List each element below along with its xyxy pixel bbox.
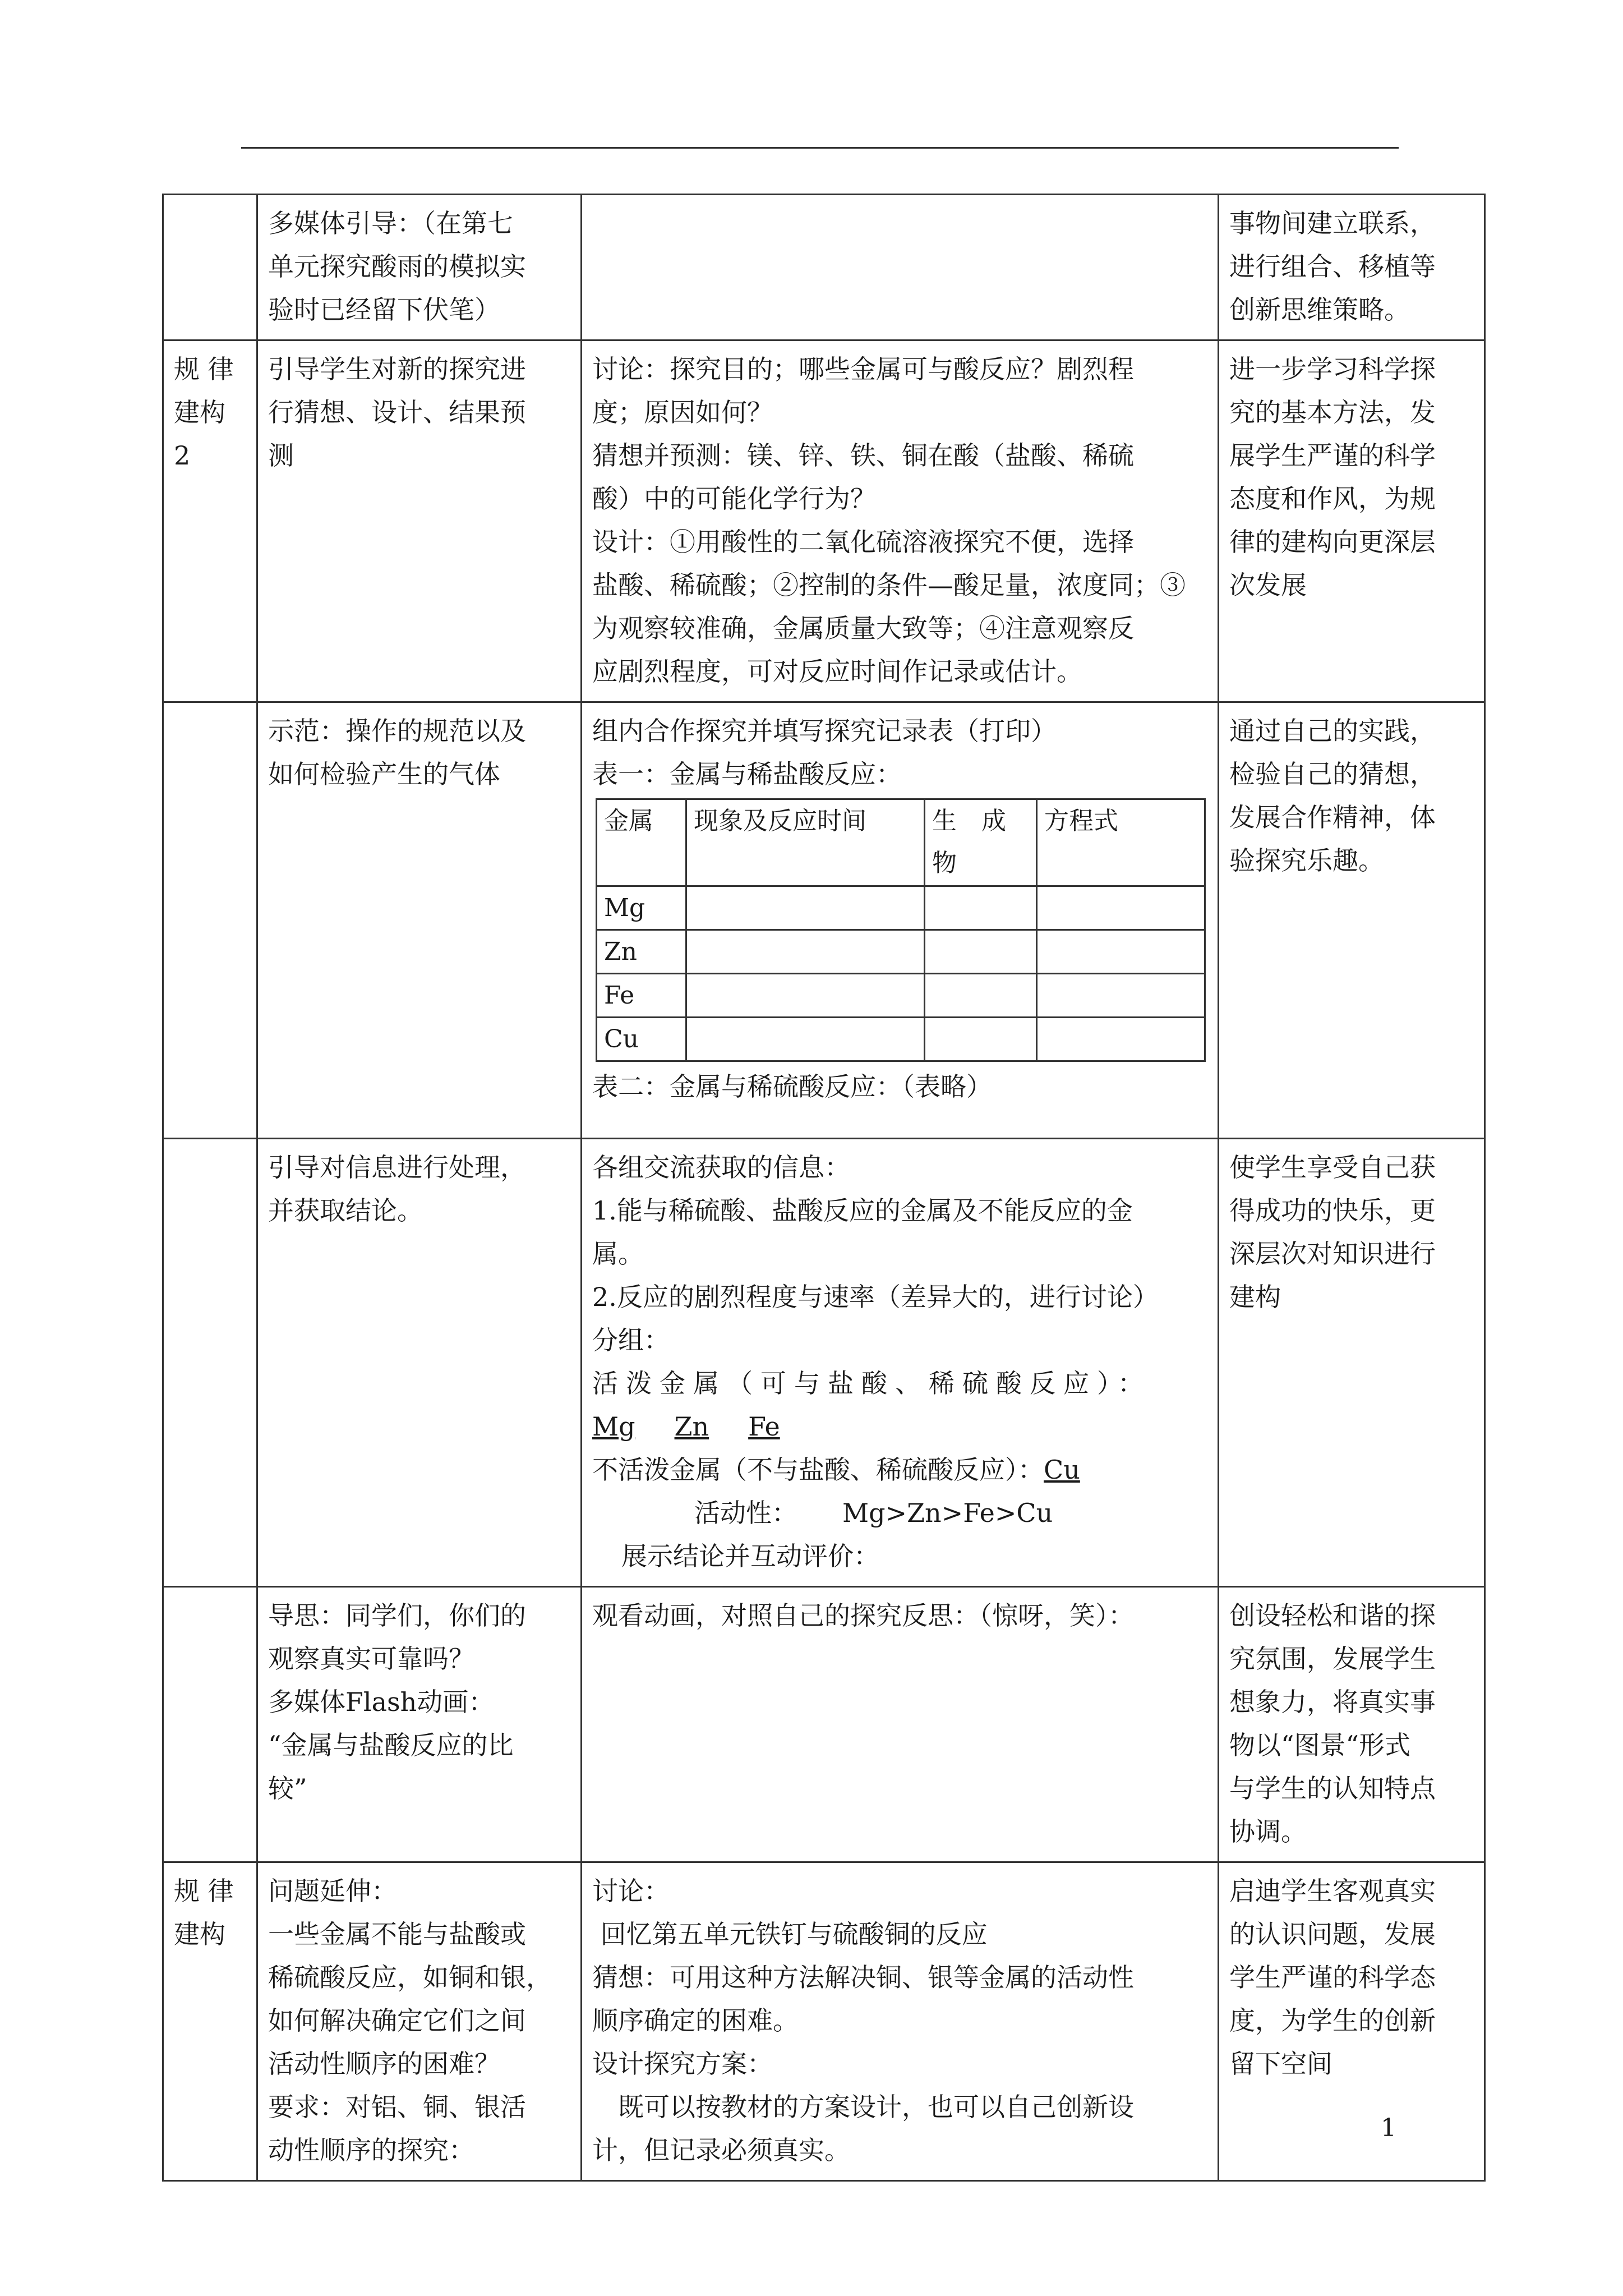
intent-text: 想象力，将真实事 (1229, 1687, 1436, 1717)
intent-cell (1219, 341, 1485, 702)
table-row (163, 1587, 1485, 1862)
metal-symbol: Zn (674, 1411, 709, 1442)
intent-text: 展学生严谨的科学 (1229, 440, 1436, 471)
student-text: 属。 (592, 1239, 644, 1269)
teacher-text: 单元探究酸雨的模拟实 (268, 251, 526, 282)
student-text: 计，但记录必须真实。 (592, 2135, 850, 2165)
student-text: 盐酸、稀硫酸；②控制的条件—酸足量，浓度同；③ (592, 570, 1186, 600)
student-text: 讨论：探究目的；哪些金属可与酸反应？剧烈程 (592, 354, 1134, 384)
teacher-text: 引导对信息进行处理， (268, 1152, 526, 1182)
metal-symbol: Cu (1044, 1455, 1080, 1485)
empty-cell (686, 886, 925, 930)
intent-cell (1219, 195, 1485, 341)
intent-text: 度，为学生的创新 (1229, 2005, 1436, 2036)
student-cell (582, 1139, 1219, 1587)
student-text: 设计：①用酸性的二氧化硫溶液探究不便，选择 (592, 527, 1134, 557)
student-text: 猜想：可用这种方法解决铜、银等金属的活动性 (592, 1962, 1134, 1993)
inactive-metals-line (592, 1448, 1209, 1492)
stage-cell (163, 1587, 257, 1862)
table-row (163, 195, 1485, 341)
empty-cell (1037, 930, 1205, 974)
intent-text: 验探究乐趣。 (1229, 845, 1384, 876)
student-cell (582, 1587, 1219, 1862)
intent-text: 的认识问题，发展 (1229, 1919, 1436, 1949)
student-text: 表一：金属与稀盐酸反应： (592, 759, 902, 789)
teacher-text: 一些金属不能与盐酸或 (268, 1919, 526, 1949)
stage-cell (163, 1139, 257, 1587)
teacher-cell (257, 1587, 582, 1862)
intent-text: 发展合作精神，体 (1229, 802, 1436, 832)
metal-symbol: Fe (748, 1411, 780, 1442)
inactive-label: 不活泼金属（不与盐酸、稀硫酸反应）： (592, 1455, 1044, 1485)
student-text: 观看动画，对照自己的探究反思：（惊呀，笑）： (592, 1600, 1134, 1631)
empty-cell (686, 1018, 925, 1061)
header-cell: 金属 (597, 799, 686, 886)
intent-text: 进一步学习科学探 (1229, 354, 1436, 384)
intent-text: 究的基本方法，发 (1229, 397, 1436, 427)
metal-cell: Zn (597, 930, 686, 974)
student-text: 设计探究方案： (592, 2049, 773, 2079)
intent-text: 物以“图景“形式 (1229, 1730, 1411, 1760)
empty-cell (1037, 1018, 1205, 1061)
empty-cell (1037, 974, 1205, 1018)
intent-text: 学生严谨的科学态 (1229, 1962, 1436, 1993)
record-table-header (597, 799, 1205, 886)
student-text: 表二：金属与稀硫酸反应：（表略） (592, 1071, 992, 1102)
student-text: 2.反应的剧烈程度与速率（差异大的，进行讨论） (592, 1282, 1159, 1312)
metal-cell: Fe (597, 974, 686, 1018)
intent-cell (1219, 1587, 1485, 1862)
record-table-row (597, 930, 1205, 974)
teacher-text: 观察真实可靠吗？ (268, 1644, 474, 1674)
student-text: 展示结论并互动评价： (621, 1541, 879, 1571)
stage-label: 规 律 (174, 1876, 234, 1906)
empty-cell (925, 1018, 1037, 1061)
intent-text: 创新思维策略。 (1229, 295, 1410, 325)
intent-cell (1219, 1139, 1485, 1587)
intent-text: 使学生享受自己获 (1229, 1152, 1436, 1182)
teacher-text: 稀硫酸反应，如铜和银， (268, 1962, 552, 1993)
intent-text: 事物间建立联系， (1229, 208, 1436, 238)
stage-cell (163, 1862, 257, 2181)
empty-cell (686, 974, 925, 1018)
teacher-text: 导思：同学们，你们的 (268, 1600, 526, 1631)
student-text: 组内合作探究并填写探究记录表（打印） (592, 716, 1057, 746)
student-text: 为观察较准确，金属质量大致等；④注意观察反 (592, 613, 1134, 643)
header-cell: 方程式 (1037, 799, 1205, 886)
activity-order: Mg>Zn>Fe>Cu (842, 1498, 1053, 1528)
table-row (163, 702, 1485, 1139)
intent-text: 建构 (1229, 1282, 1281, 1312)
metal-cell: Mg (597, 886, 686, 930)
table-row (163, 1862, 1485, 2181)
metal-cell: Cu (597, 1018, 686, 1061)
student-text: 既可以按教材的方案设计，也可以自己创新设 (592, 2092, 1134, 2122)
intent-text: 次发展 (1229, 570, 1307, 600)
teacher-text: 较” (268, 1773, 307, 1803)
student-cell (582, 195, 1219, 341)
intent-text: 与学生的认知特点 (1229, 1773, 1436, 1803)
student-text: 酸）中的可能化学行为？ (592, 484, 876, 514)
teacher-cell (257, 341, 582, 702)
teacher-text: 示范：操作的规范以及 (268, 716, 526, 746)
teacher-text: 活动性顺序的困难？ (268, 2049, 500, 2079)
metal-symbol: Mg (592, 1411, 635, 1442)
header-cell: 现象及反应时间 (686, 799, 925, 886)
teacher-text: 要求：对铝、铜、银活 (268, 2092, 526, 2122)
stage-label: 建构 (174, 1919, 225, 1949)
intent-text: 检验自己的猜想， (1229, 759, 1436, 789)
header-rule (241, 147, 1399, 149)
teacher-text: 行猜想、设计、结果预 (268, 397, 526, 427)
student-cell (582, 1862, 1219, 2181)
activity-label: 活动性： (694, 1498, 797, 1528)
intent-text: 态度和作风，为规 (1229, 484, 1436, 514)
lesson-table (162, 194, 1486, 2182)
student-text: 应剧烈程度，可对反应时间作记录或估计。 (592, 656, 1082, 687)
intent-cell (1219, 702, 1485, 1139)
student-cell (582, 341, 1219, 702)
student-cell (582, 702, 1219, 1139)
record-table-row (597, 1018, 1205, 1061)
empty-cell (925, 930, 1037, 974)
student-text: 度；原因如何？ (592, 397, 773, 427)
stage-label: 规 律 (174, 354, 234, 384)
teacher-text: 问题延伸： (268, 1876, 397, 1906)
student-text: 分组： (592, 1325, 670, 1355)
teacher-text: 并获取结论。 (268, 1195, 423, 1226)
teacher-cell (257, 1862, 582, 2181)
empty-cell (925, 974, 1037, 1018)
teacher-text: “金属与盐酸反应的比 (268, 1730, 514, 1760)
intent-text: 协调。 (1229, 1816, 1307, 1847)
student-text: 活泼金属（可与盐酸、稀硫酸反应）： (592, 1368, 1151, 1398)
header-cell: 生 成物 (925, 799, 1037, 886)
empty-cell (1037, 886, 1205, 930)
teacher-text: 多媒体Flash动画： (268, 1687, 495, 1717)
intent-text: 得成功的快乐，更 (1229, 1195, 1436, 1226)
teacher-cell (257, 702, 582, 1139)
intent-text: 究氛围，发展学生 (1229, 1644, 1436, 1674)
intent-text: 深层次对知识进行 (1229, 1239, 1436, 1269)
teacher-text: 测 (268, 440, 294, 471)
active-metals-line (592, 1405, 1209, 1448)
student-text: 回忆第五单元铁钉与硫酸铜的反应 (592, 1919, 988, 1949)
empty-cell (686, 930, 925, 974)
teacher-text: 引导学生对新的探究进 (268, 354, 526, 384)
teacher-cell (257, 1139, 582, 1587)
teacher-text: 多媒体引导：（在第七 (268, 208, 513, 238)
page-number: 1 (1381, 2114, 1396, 2142)
table-row (163, 341, 1485, 702)
stage-cell (163, 341, 257, 702)
student-text: 讨论： (592, 1876, 670, 1906)
intent-cell (1219, 1862, 1485, 2181)
table-row (163, 1139, 1485, 1587)
intent-text: 创设轻松和谐的探 (1229, 1600, 1436, 1631)
intent-text: 进行组合、移植等 (1229, 251, 1436, 282)
stage-cell (163, 702, 257, 1139)
intent-text: 通过自己的实践， (1229, 716, 1436, 746)
stage-label: 2 (174, 440, 191, 471)
empty-cell (925, 886, 1037, 930)
teacher-text: 如何解决确定它们之间 (268, 2005, 526, 2036)
record-table-row (597, 886, 1205, 930)
student-text: 顺序确定的困难。 (592, 2005, 799, 2036)
stage-cell (163, 195, 257, 341)
record-table-row (597, 974, 1205, 1018)
intent-text: 启迪学生客观真实 (1229, 1876, 1436, 1906)
teacher-text: 验时已经留下伏笔） (268, 295, 500, 325)
teacher-text: 如何检验产生的气体 (268, 759, 500, 789)
stage-label: 建构 (174, 397, 225, 427)
student-text: 各组交流获取的信息： (592, 1152, 850, 1182)
teacher-text: 动性顺序的探究： (268, 2135, 474, 2165)
intent-text: 留下空间 (1229, 2049, 1332, 2079)
activity-order-line (592, 1492, 1209, 1535)
student-text: 猜想并预测：镁、锌、铁、铜在酸（盐酸、稀硫 (592, 440, 1134, 471)
teacher-cell (257, 195, 582, 341)
student-text: 1.能与稀硫酸、盐酸反应的金属及不能反应的金 (592, 1195, 1133, 1226)
intent-text: 律的建构向更深层 (1229, 527, 1436, 557)
record-table (596, 798, 1206, 1062)
